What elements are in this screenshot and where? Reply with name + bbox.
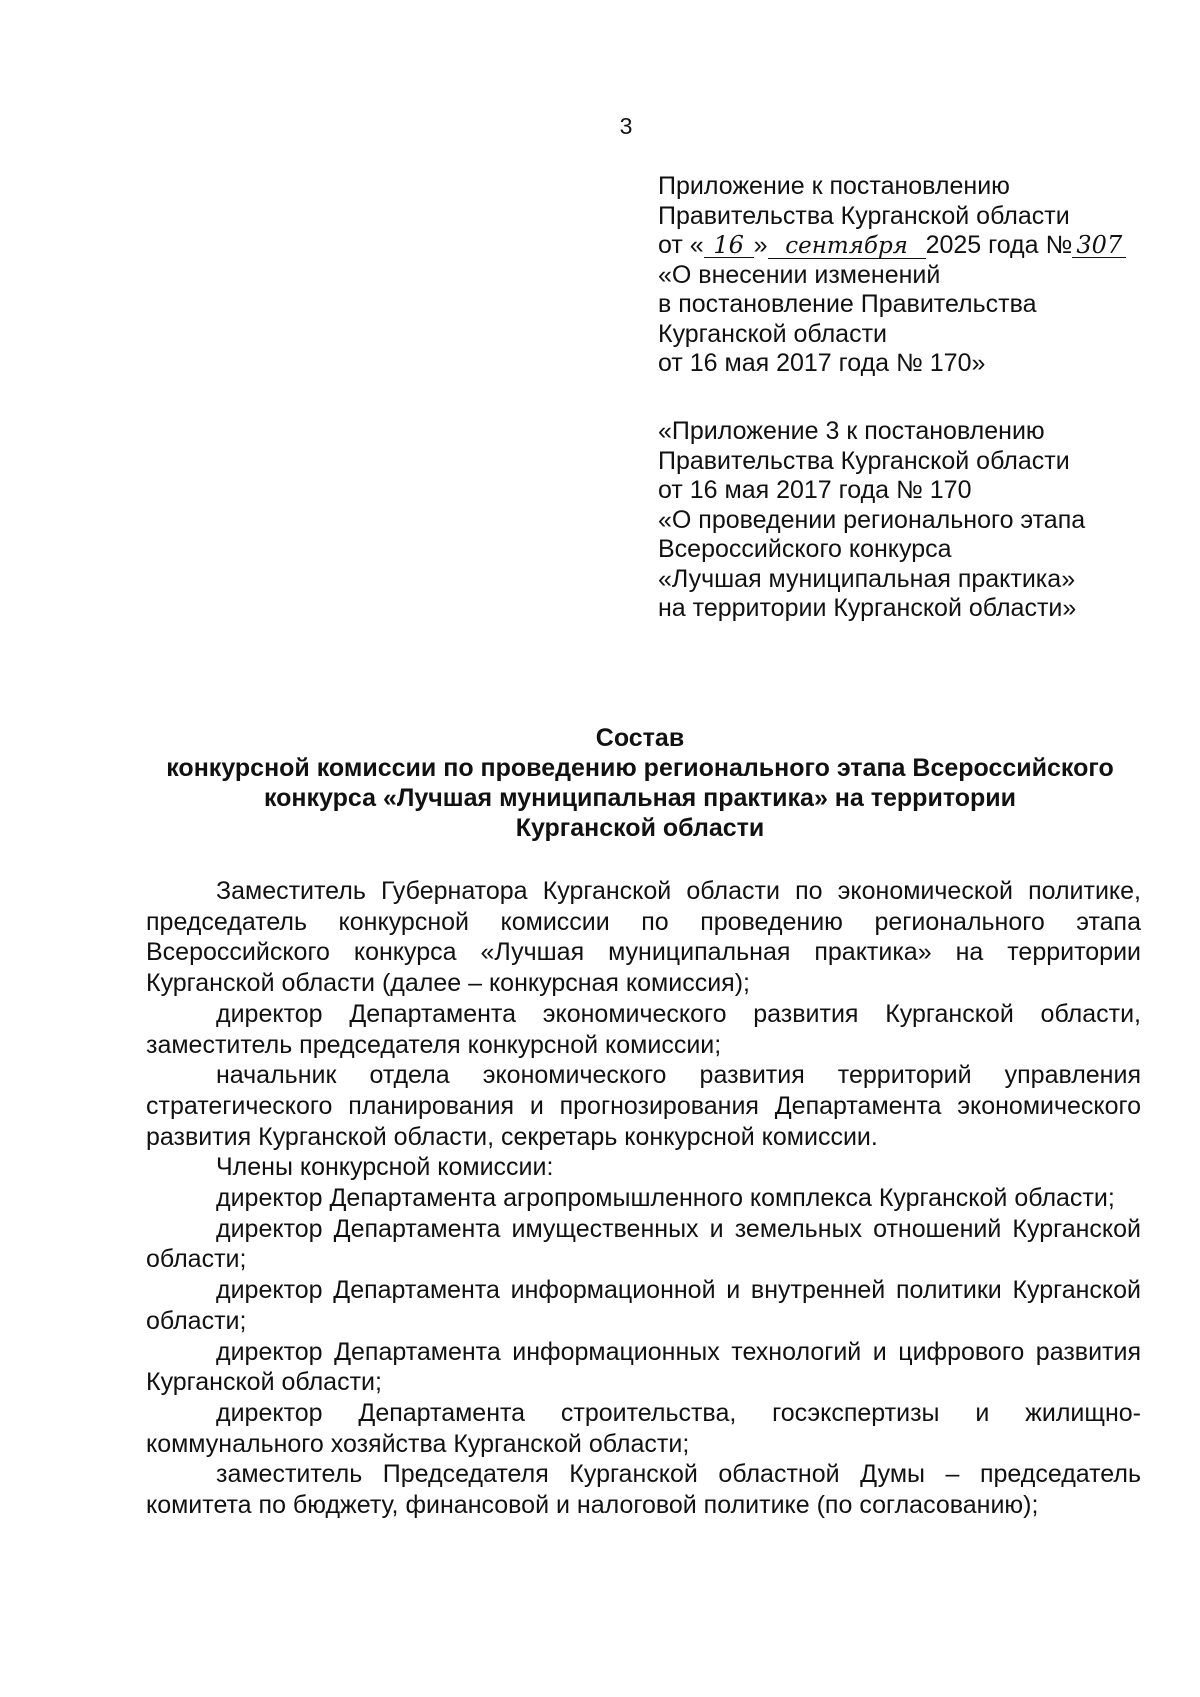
title-line: Состав <box>595 724 685 752</box>
document-body <box>146 876 1141 1521</box>
handwritten-number: 307 <box>1072 233 1126 258</box>
paragraph: директор Департамента имущественных и земельных отношений Курганской области; <box>146 1214 1141 1274</box>
annex-line: Всероссийского конкурса <box>658 535 952 563</box>
annex-line: «Лучшая муниципальная практика» <box>658 564 1076 593</box>
annex-line: Приложение к постановлению <box>658 172 1010 200</box>
annex-date-line <box>658 231 1178 261</box>
date-year-text: 2025 года № <box>925 231 1073 259</box>
handwritten-month: сентября <box>768 234 926 259</box>
paragraph: директор Департамента информационных технологий и цифрового развития Курганской области; <box>146 1337 1141 1397</box>
paragraph: Заместитель Губернатора Курганской области по экономической политике, председатель конкурсной комиссии по проведению регионального этапа Всероссийского конкурса «Лучшая муниципальная практика» на территории Курганской области (далее – конкурсная комиссия); <box>146 877 1141 998</box>
annex-line: «Приложение 3 к постановлению <box>658 417 1045 445</box>
annex-line: на территории Курганской области» <box>658 594 1077 622</box>
date-prefix: от « <box>658 231 704 259</box>
paragraph: заместитель Председателя Курганской областной Думы – председатель комитета по бюджету, финансовой и налоговой политике (по согласованию); <box>146 1460 1141 1520</box>
annex-3-header <box>658 417 1178 624</box>
title-line: конкурса «Лучшая муниципальная практика» на территории <box>263 784 1017 812</box>
annex-header <box>658 172 1178 379</box>
paragraph: директор Департамента агропромышленного комплекса Курганской области; <box>216 1184 1115 1213</box>
paragraph: директор Департамента экономического развития Курганской области, заместитель председателя конкурсной комиссии; <box>146 999 1141 1059</box>
date-mid: » <box>753 231 768 259</box>
annex-line: от 16 мая 2017 года № 170 <box>658 476 972 504</box>
annex-line: Правительства Курганской области <box>658 201 1070 230</box>
annex-line: «О внесении изменений <box>658 260 941 289</box>
page-number: 3 <box>619 113 633 139</box>
paragraph: начальник отдела экономического развития территорий управления стратегического планирования и прогнозирования Департамента экономического развития Курганской области, секретарь конкурсной комиссии. <box>146 1061 1141 1151</box>
document-title <box>140 723 1140 843</box>
title-line: конкурсной комиссии по проведению регионального этапа Всероссийского <box>166 754 1114 782</box>
paragraph: директор Департамента строительства, госэкспертизы и жилищно-коммунального хозяйства Курганской области; <box>146 1398 1141 1458</box>
handwritten-day: 16 <box>704 233 754 258</box>
annex-line: Курганской области <box>658 319 888 348</box>
paragraph: директор Департамента информационной и внутренней политики Курганской области; <box>146 1276 1141 1335</box>
title-line: Курганской области <box>515 814 765 842</box>
annex-line: «О проведении регионального этапа <box>658 505 1086 534</box>
annex-line: в постановление Правительства <box>658 290 1037 318</box>
paragraph: Члены конкурсной комиссии: <box>216 1153 554 1182</box>
annex-line: от 16 мая 2017 года № 170» <box>658 349 986 377</box>
annex-line: Правительства Курганской области <box>658 446 1070 475</box>
